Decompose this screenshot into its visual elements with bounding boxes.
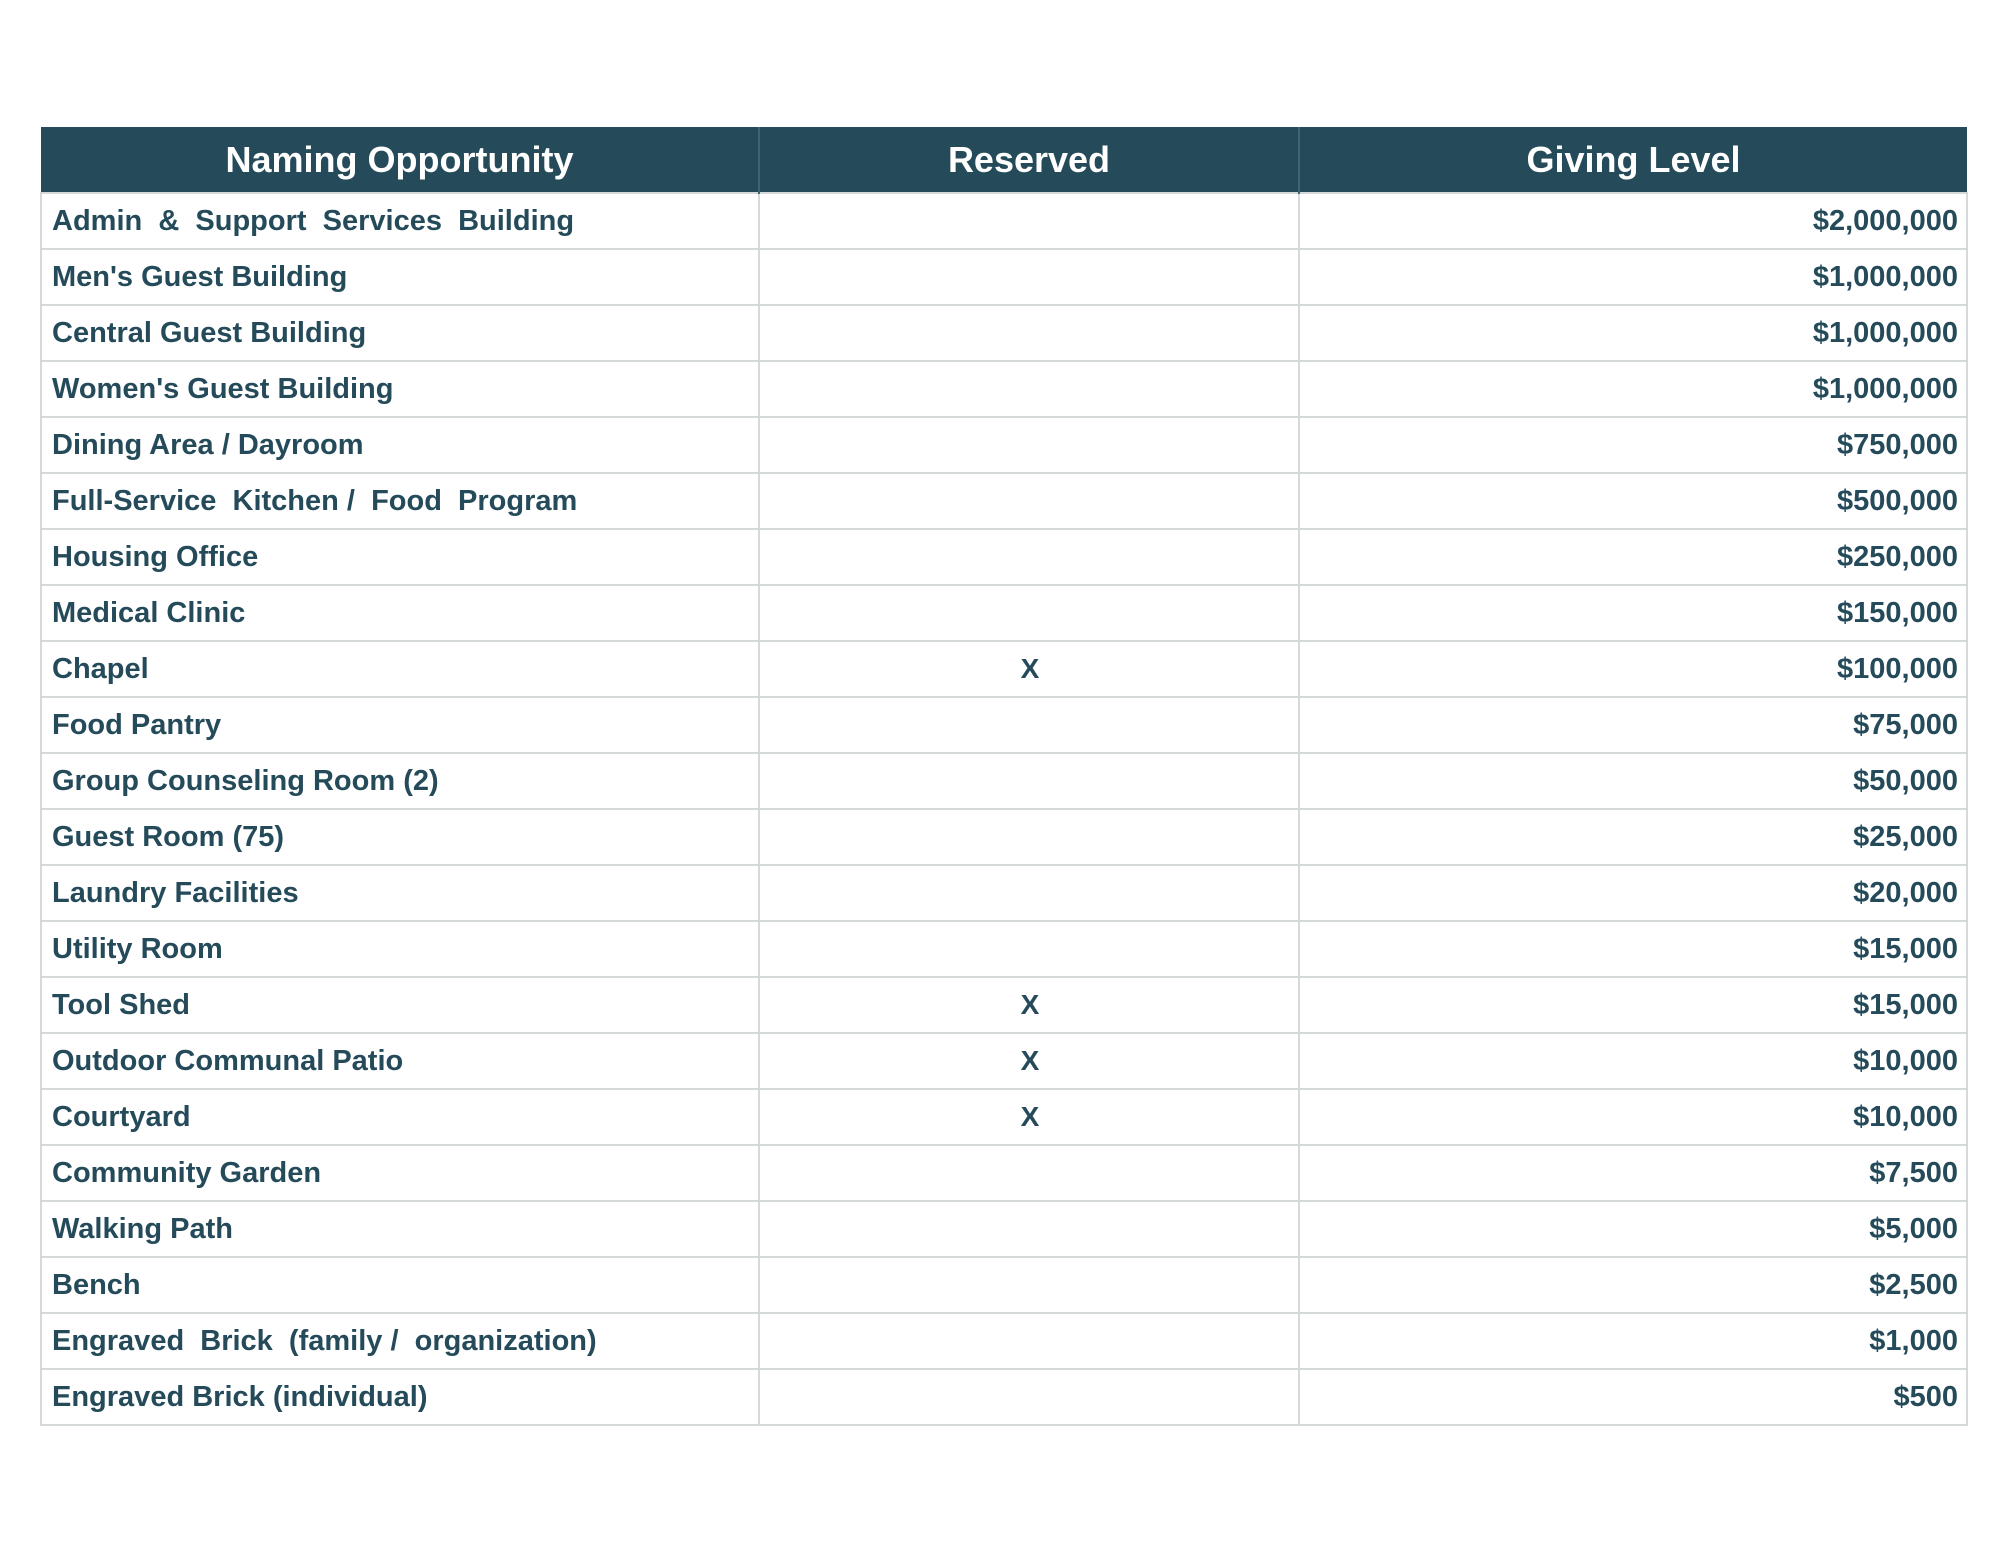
cell-giving-level: $2,500	[1299, 1257, 1967, 1313]
table-row	[41, 697, 1967, 753]
cell-reserved	[759, 1313, 1299, 1369]
cell-reserved	[759, 361, 1299, 417]
cell-giving-level: $100,000	[1299, 641, 1967, 697]
cell-reserved	[759, 193, 1299, 249]
table-body	[41, 193, 1967, 1425]
cell-naming-opportunity: Tool Shed	[41, 977, 759, 1033]
cell-naming-opportunity: Bench	[41, 1257, 759, 1313]
cell-giving-level: $150,000	[1299, 585, 1967, 641]
cell-reserved	[759, 1145, 1299, 1201]
table-row	[41, 473, 1967, 529]
cell-giving-level: $20,000	[1299, 865, 1967, 921]
cell-naming-opportunity: Guest Room (75)	[41, 809, 759, 865]
cell-reserved	[759, 1369, 1299, 1425]
cell-giving-level: $1,000,000	[1299, 305, 1967, 361]
naming-opportunities-table	[40, 127, 1968, 1426]
cell-reserved	[759, 529, 1299, 585]
cell-reserved	[759, 1257, 1299, 1313]
table-row	[41, 249, 1967, 305]
cell-naming-opportunity: Men's Guest Building	[41, 249, 759, 305]
cell-giving-level: $5,000	[1299, 1201, 1967, 1257]
cell-naming-opportunity: Housing Office	[41, 529, 759, 585]
cell-naming-opportunity: Community Garden	[41, 1145, 759, 1201]
cell-naming-opportunity: Food Pantry	[41, 697, 759, 753]
cell-giving-level: $250,000	[1299, 529, 1967, 585]
cell-naming-opportunity: Central Guest Building	[41, 305, 759, 361]
cell-naming-opportunity: Full-Service Kitchen / Food Program	[41, 473, 759, 529]
cell-naming-opportunity: Utility Room	[41, 921, 759, 977]
cell-giving-level: $10,000	[1299, 1033, 1967, 1089]
table-row	[41, 921, 1967, 977]
table-row	[41, 1257, 1967, 1313]
cell-giving-level: $25,000	[1299, 809, 1967, 865]
cell-giving-level: $75,000	[1299, 697, 1967, 753]
cell-reserved	[759, 417, 1299, 473]
cell-giving-level: $1,000,000	[1299, 249, 1967, 305]
table-row	[41, 1089, 1967, 1145]
cell-giving-level: $15,000	[1299, 977, 1967, 1033]
cell-reserved	[759, 753, 1299, 809]
cell-giving-level: $1,000,000	[1299, 361, 1967, 417]
cell-naming-opportunity: Group Counseling Room (2)	[41, 753, 759, 809]
table-row	[41, 1145, 1967, 1201]
cell-reserved: X	[759, 641, 1299, 697]
cell-reserved	[759, 305, 1299, 361]
cell-naming-opportunity: Dining Area / Dayroom	[41, 417, 759, 473]
cell-reserved	[759, 473, 1299, 529]
cell-reserved	[759, 865, 1299, 921]
table-row	[41, 809, 1967, 865]
cell-naming-opportunity: Engraved Brick (family / organization)	[41, 1313, 759, 1369]
table-row	[41, 1033, 1967, 1089]
header-naming-opportunity: Naming Opportunity	[41, 127, 759, 193]
cell-giving-level: $10,000	[1299, 1089, 1967, 1145]
cell-naming-opportunity: Outdoor Communal Patio	[41, 1033, 759, 1089]
cell-naming-opportunity: Walking Path	[41, 1201, 759, 1257]
header-reserved: Reserved	[759, 127, 1299, 193]
cell-giving-level: $50,000	[1299, 753, 1967, 809]
table-row	[41, 529, 1967, 585]
table-row	[41, 585, 1967, 641]
cell-reserved	[759, 585, 1299, 641]
table-header	[41, 127, 1967, 193]
cell-reserved	[759, 921, 1299, 977]
cell-reserved	[759, 1201, 1299, 1257]
cell-naming-opportunity: Courtyard	[41, 1089, 759, 1145]
table-row	[41, 361, 1967, 417]
table-row	[41, 305, 1967, 361]
table-row	[41, 865, 1967, 921]
table-row	[41, 1369, 1967, 1425]
table-row	[41, 417, 1967, 473]
cell-naming-opportunity: Medical Clinic	[41, 585, 759, 641]
cell-reserved	[759, 809, 1299, 865]
cell-giving-level: $1,000	[1299, 1313, 1967, 1369]
naming-opportunities-table-container	[40, 127, 1966, 1426]
cell-naming-opportunity: Chapel	[41, 641, 759, 697]
table-row	[41, 753, 1967, 809]
cell-reserved: X	[759, 1089, 1299, 1145]
table-row	[41, 193, 1967, 249]
cell-giving-level: $15,000	[1299, 921, 1967, 977]
cell-reserved: X	[759, 1033, 1299, 1089]
header-giving-level: Giving Level	[1299, 127, 1967, 193]
cell-naming-opportunity: Laundry Facilities	[41, 865, 759, 921]
header-row	[41, 127, 1967, 193]
table-row	[41, 977, 1967, 1033]
cell-reserved	[759, 697, 1299, 753]
cell-giving-level: $2,000,000	[1299, 193, 1967, 249]
cell-reserved	[759, 249, 1299, 305]
cell-reserved: X	[759, 977, 1299, 1033]
cell-naming-opportunity: Admin & Support Services Building	[41, 193, 759, 249]
table-row	[41, 641, 1967, 697]
cell-naming-opportunity: Engraved Brick (individual)	[41, 1369, 759, 1425]
cell-giving-level: $500	[1299, 1369, 1967, 1425]
table-row	[41, 1313, 1967, 1369]
cell-giving-level: $750,000	[1299, 417, 1967, 473]
cell-naming-opportunity: Women's Guest Building	[41, 361, 759, 417]
cell-giving-level: $500,000	[1299, 473, 1967, 529]
table-row	[41, 1201, 1967, 1257]
cell-giving-level: $7,500	[1299, 1145, 1967, 1201]
